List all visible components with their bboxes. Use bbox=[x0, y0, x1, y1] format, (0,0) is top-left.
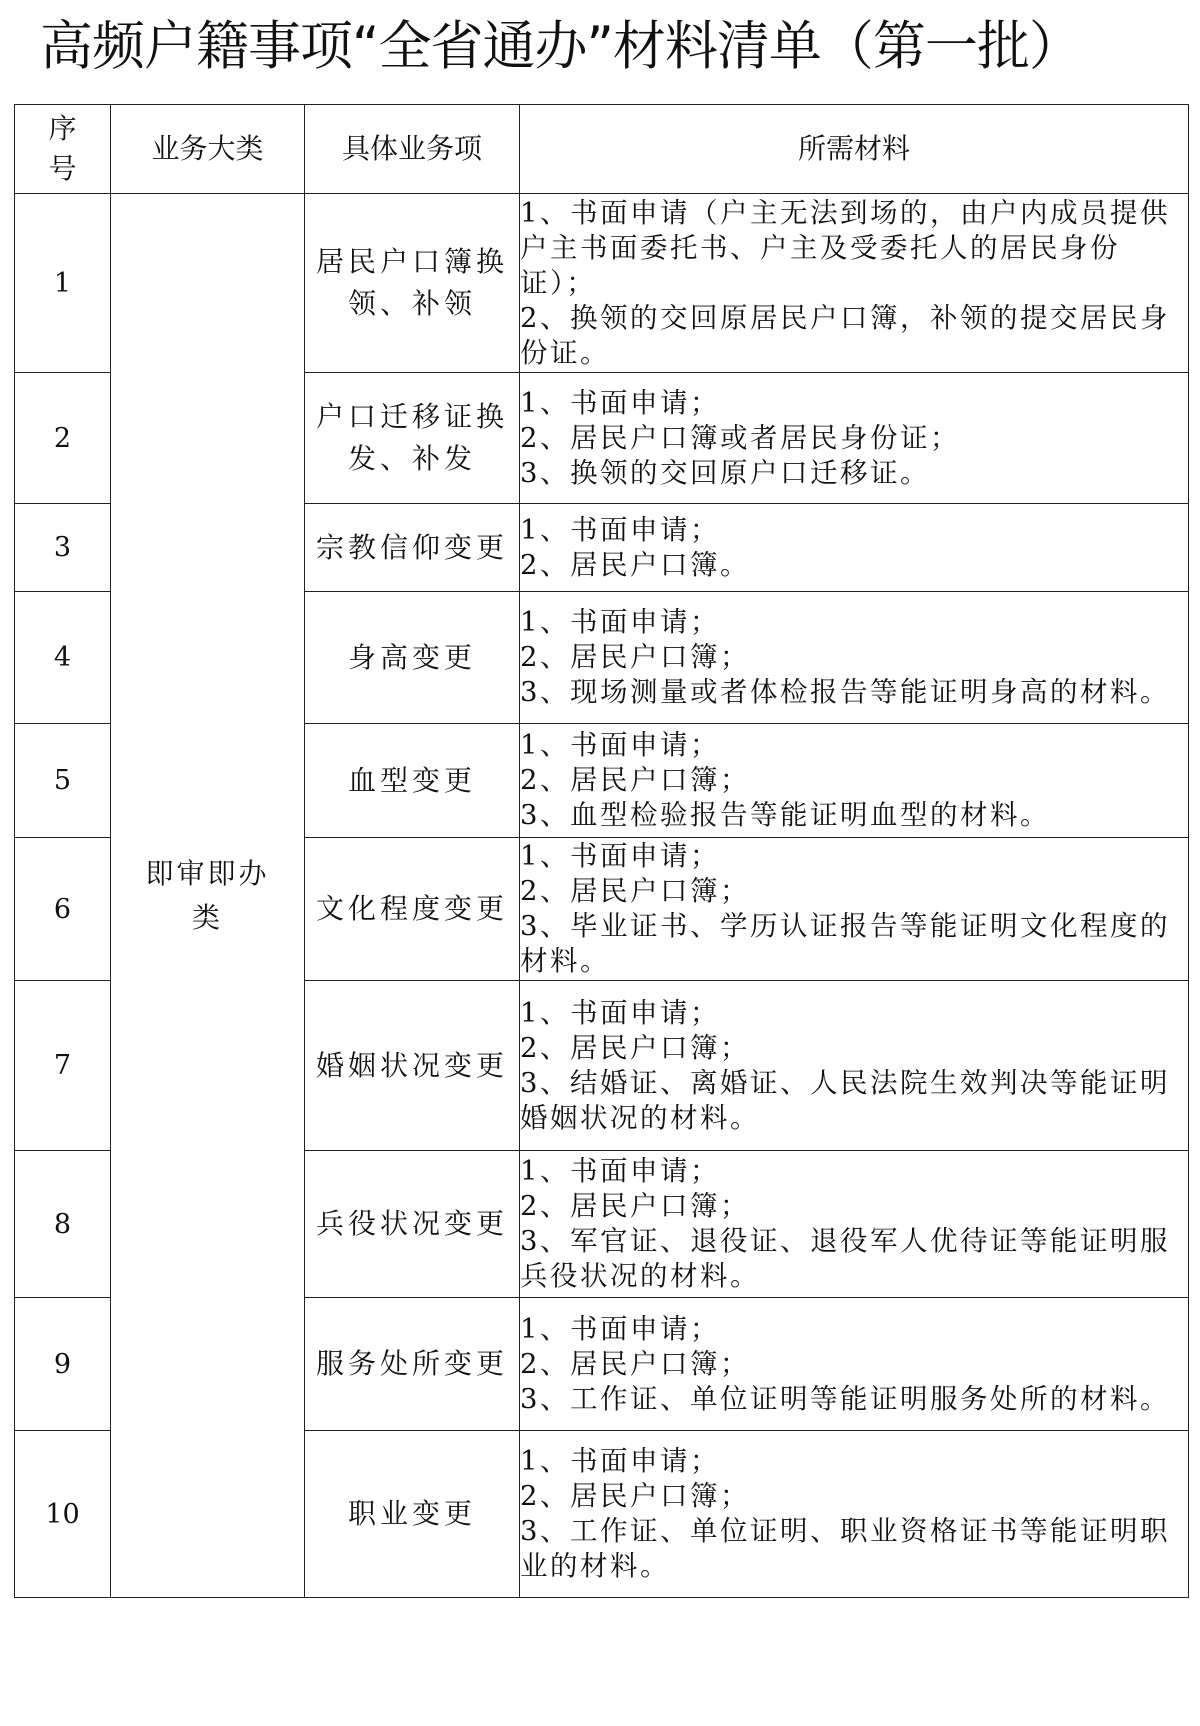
material-line: 2、居民户口簿； bbox=[520, 875, 750, 907]
material-line: 2、居民户口簿或者居民身份证； bbox=[520, 421, 960, 454]
material-line: 3、军官证、退役证、退役军人优待证等能证明服兵役状况的材料。 bbox=[520, 1225, 1170, 1292]
row-seq: 10 bbox=[15, 1431, 111, 1598]
material-line: 2、居民户口簿。 bbox=[520, 548, 750, 581]
material-line: 1、书面申请； bbox=[520, 606, 720, 638]
material-line: 3、毕业证书、学历认证报告等能证明文化程度的材料。 bbox=[520, 910, 1170, 977]
row-item: 服务处所变更 bbox=[305, 1298, 520, 1431]
header-item: 具体业务项 bbox=[305, 105, 520, 194]
material-line: 1、书面申请； bbox=[520, 996, 720, 1029]
row-materials bbox=[520, 373, 1189, 504]
row-item: 宗教信仰变更 bbox=[305, 504, 520, 592]
business-category bbox=[111, 194, 305, 1598]
material-line: 2、居民户口簿； bbox=[520, 1190, 750, 1222]
header-seq-line-2: 号 bbox=[48, 152, 77, 185]
row-materials bbox=[520, 981, 1189, 1151]
materials-table bbox=[14, 104, 1189, 1598]
material-line: 2、居民户口簿； bbox=[520, 1031, 750, 1064]
row-seq: 1 bbox=[15, 194, 111, 373]
row-materials bbox=[520, 194, 1189, 373]
material-line: 3、结婚证、离婚证、人民法院生效判决等能证明婚姻状况的材料。 bbox=[520, 1066, 1170, 1134]
table-row bbox=[15, 194, 1189, 373]
material-line: 3、现场测量或者体检报告等能证明身高的材料。 bbox=[520, 676, 1170, 708]
row-seq: 6 bbox=[15, 838, 111, 981]
row-item: 居民户口簿换领、补领 bbox=[305, 194, 520, 373]
material-line: 1、书面申请（户主无法到场的，由户内成员提供户主书面委托书、户主及受委托人的居民身份证）； bbox=[520, 196, 1170, 299]
document-title: 高频户籍事项“全省通办”材料清单（第一批） bbox=[40, 16, 1081, 77]
material-line: 1、书面申请； bbox=[520, 1155, 720, 1187]
row-item: 身高变更 bbox=[305, 592, 520, 724]
header-seq bbox=[15, 105, 111, 194]
row-item: 兵役状况变更 bbox=[305, 1151, 520, 1298]
row-materials bbox=[520, 838, 1189, 981]
row-seq: 9 bbox=[15, 1298, 111, 1431]
material-line: 3、工作证、单位证明、职业资格证书等能证明职业的材料。 bbox=[520, 1515, 1170, 1582]
material-line: 3、工作证、单位证明等能证明服务处所的材料。 bbox=[520, 1382, 1170, 1415]
header-materials: 所需材料 bbox=[520, 105, 1189, 194]
table-header-row bbox=[15, 105, 1189, 194]
row-materials bbox=[520, 1431, 1189, 1598]
row-seq: 3 bbox=[15, 504, 111, 592]
row-seq: 2 bbox=[15, 373, 111, 504]
row-seq: 7 bbox=[15, 981, 111, 1151]
header-category: 业务大类 bbox=[111, 105, 305, 194]
material-line: 2、居民户口簿； bbox=[520, 1347, 750, 1380]
row-item: 户口迁移证换发、补发 bbox=[305, 373, 520, 504]
material-line: 1、书面申请； bbox=[520, 1312, 720, 1345]
material-line: 1、书面申请； bbox=[520, 840, 720, 872]
row-item: 职业变更 bbox=[305, 1431, 520, 1598]
row-materials bbox=[520, 1298, 1189, 1431]
row-materials bbox=[520, 592, 1189, 724]
material-line: 2、居民户口簿； bbox=[520, 764, 750, 796]
material-line: 3、血型检验报告等能证明血型的材料。 bbox=[520, 799, 1050, 831]
material-line: 3、换领的交回原户口迁移证。 bbox=[520, 456, 930, 489]
material-line: 2、居民户口簿； bbox=[520, 641, 750, 673]
material-line: 1、书面申请； bbox=[520, 729, 720, 761]
material-line: 1、书面申请； bbox=[520, 1445, 720, 1477]
row-materials bbox=[520, 1151, 1189, 1298]
row-item: 血型变更 bbox=[305, 724, 520, 838]
material-line: 1、书面申请； bbox=[520, 513, 720, 546]
header-seq-line-1: 序 bbox=[48, 112, 77, 145]
row-materials bbox=[520, 504, 1189, 592]
row-seq: 8 bbox=[15, 1151, 111, 1298]
row-seq: 5 bbox=[15, 724, 111, 838]
row-item: 婚姻状况变更 bbox=[305, 981, 520, 1151]
business-category-label: 即审即办类 bbox=[145, 856, 270, 934]
row-item: 文化程度变更 bbox=[305, 838, 520, 981]
row-seq: 4 bbox=[15, 592, 111, 724]
row-materials bbox=[520, 724, 1189, 838]
material-line: 1、书面申请； bbox=[520, 386, 720, 419]
material-line: 2、居民户口簿； bbox=[520, 1480, 750, 1512]
material-line: 2、换领的交回原居民户口簿，补领的提交居民身份证。 bbox=[520, 301, 1170, 369]
